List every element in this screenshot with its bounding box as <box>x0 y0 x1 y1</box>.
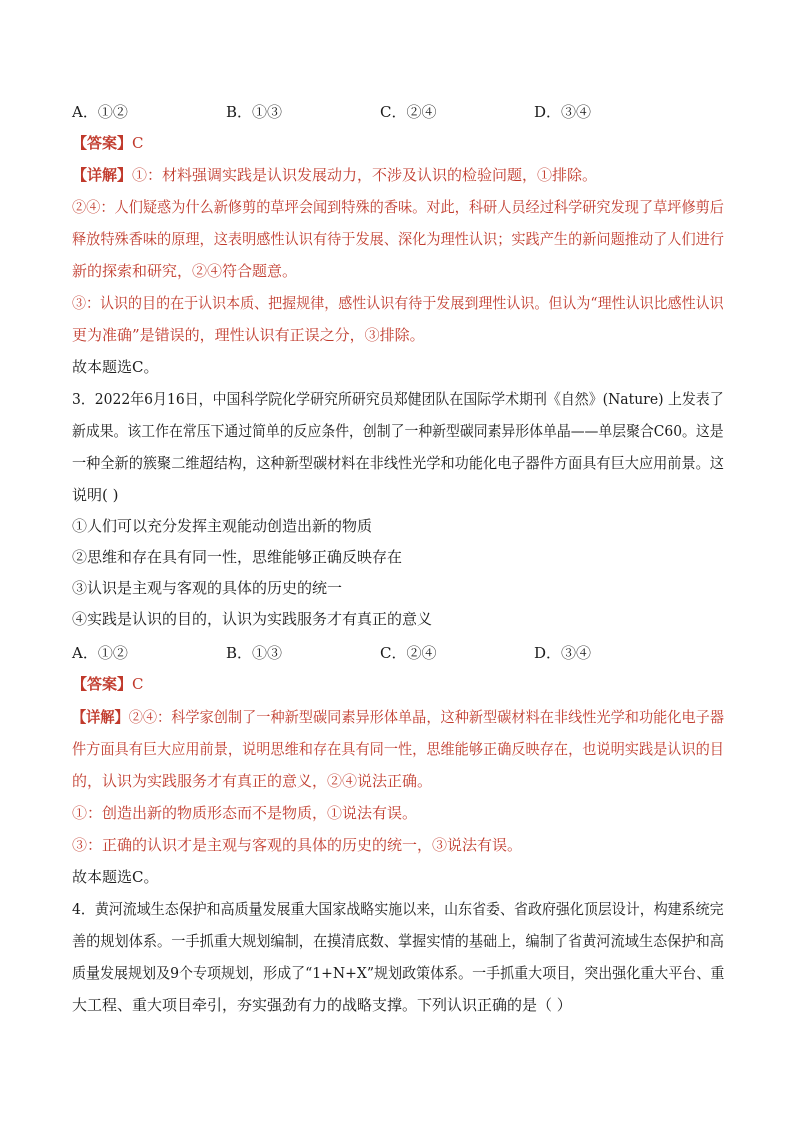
detail-text: ②④：科学家创制了一种新型碳同素异形体单晶，这种新型碳材料在非线性光学和功能化电子器 <box>128 708 725 726</box>
q3-option-c: C．②④ <box>380 644 437 662</box>
q3-statement-1: ①人们可以充分发挥主观能动创造出新的物质 <box>72 517 373 535</box>
q2-detail-line-5: ③：认识的目的在于认识本质、把握规律，感性认识有待于发展到理性认识。但认为“理性认识比感性认识 <box>72 294 724 312</box>
q2-conclusion: 故本题选C。 <box>72 358 159 376</box>
q2-option-d: D．③④ <box>534 103 592 121</box>
q3-detail-line-2: 件方面具有巨大应用前景，说明思维和存在具有同一性，思维能够正确反映存在，也说明实践是认识的目 <box>72 740 724 758</box>
q4-stem-line-1: 4．黄河流域生态保护和高质量发展重大国家战略实施以来，山东省委、省政府强化顶层设计，构建系统完 <box>72 900 724 918</box>
q3-option-b: B．①③ <box>226 644 283 662</box>
q4-stem-line-2: 善的规划体系。一手抓重大规划编制，在摸清底数、掌握实情的基础上，编制了省黄河流域生态保护和高 <box>72 932 724 950</box>
q3-detail-line-3: 的，认识为实践服务才有真正的意义，②④说法正确。 <box>72 772 433 790</box>
q3-answer <box>72 674 144 694</box>
answer-value: C <box>132 134 144 152</box>
q2-detail-line-3: 释放特殊香味的原理，这表明感性认识有待于发展、深化为理性认识；实践产生的新问题推动了人们进行 <box>72 230 724 248</box>
q2-options <box>72 101 692 121</box>
q3-stem-line-3: 一种全新的簇聚二维超结构，这种新型碳材料在非线性光学和功能化电子器件方面具有巨大应用前景。这 <box>72 454 724 472</box>
q2-option-a: A．①② <box>72 103 128 121</box>
q3-options <box>72 642 692 662</box>
detail-text: ①：材料强调实践是认识发展动力，不涉及认识的检验问题，①排除。 <box>132 166 598 184</box>
q2-detail-line-6: 更为准确”是错误的，理性认识有正误之分，③排除。 <box>72 326 425 344</box>
q3-option-d: D．③④ <box>534 644 592 662</box>
answer-value: C <box>132 675 144 693</box>
q4-stem-line-4: 大工程、重大项目牵引，夯实强劲有力的战略支撑。下列认识正确的是（ ） <box>72 996 572 1014</box>
q3-detail-line-1 <box>72 707 724 727</box>
detail-label: 【详解】 <box>72 708 129 726</box>
q3-conclusion: 故本题选C。 <box>72 868 159 886</box>
q2-detail-line-4: 新的探索和研究，②④符合题意。 <box>72 262 298 280</box>
q3-detail-line-5: ③：正确的认识才是主观与客观的具体的历史的统一，③说法有误。 <box>72 836 523 854</box>
q2-detail-line-1 <box>72 165 597 185</box>
answer-label: 【答案】 <box>72 134 133 152</box>
q3-statement-4: ④实践是认识的目的，认识为实践服务才有真正的意义 <box>72 610 433 628</box>
q3-option-a: A．①② <box>72 644 128 662</box>
q3-detail-line-4: ①：创造出新的物质形态而不是物质，①说法有误。 <box>72 804 418 822</box>
q2-option-c: C．②④ <box>380 103 437 121</box>
q2-option-b: B．①③ <box>226 103 283 121</box>
detail-label: 【详解】 <box>72 166 133 184</box>
q3-stem-line-4: 说明( ) <box>72 486 119 504</box>
q2-detail-line-2: ②④：人们疑惑为什么新修剪的草坪会闻到特殊的香味。对此，科研人员经过科学研究发现了草坪修剪后 <box>72 198 724 216</box>
q4-stem-line-3: 质量发展规划及9个专项规划，形成了“1+N+X”规划政策体系。一手抓重大项目，突出强化重大平台、重 <box>72 964 725 982</box>
q2-answer <box>72 133 144 153</box>
answer-label: 【答案】 <box>72 675 133 693</box>
q3-stem-line-2: 新成果。该工作在常压下通过简单的反应条件，创制了一种新型碳同素异形体单晶——单层聚合C60。这是 <box>72 422 724 440</box>
q3-stem-line-1: 3．2022年6月16日，中国科学院化学研究所研究员郑健团队在国际学术期刊《自然》(Nature) 上发表了 <box>72 390 724 408</box>
q3-statement-2: ②思维和存在具有同一性，思维能够正确反映存在 <box>72 548 403 566</box>
q3-statement-3: ③认识是主观与客观的具体的历史的统一 <box>72 579 343 597</box>
